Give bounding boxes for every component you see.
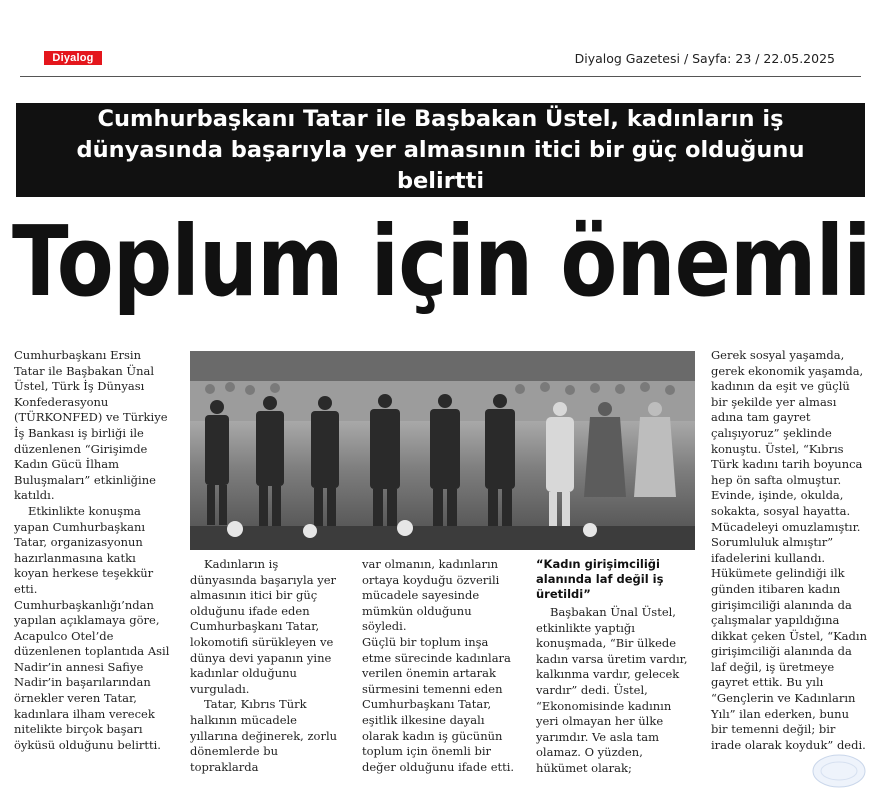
paragraph: Cumhurbaşkanı Ersin Tatar ile Başbakan Ünal Üstel, Türk İş Dünyası Konfederasyonu (TÜRKONFED) ve Türkiye İş Bankası iş birliği ile düzenlenen “Girişimde Kadın Gücü İlham Buluşmaları” etkinliğine katıldı. [14, 348, 168, 503]
event-photo-illustration [190, 351, 695, 550]
paragraph: var olmanın, kadınların ortaya koyduğu özverili mücadele sayesinde mümkün olduğunu söyledi. [362, 557, 500, 634]
paragraph: Etkinlikte konuşma yapan Cumhurbaşkanı Tatar, organizasyonun hazırlanmasına katkı koyan herkese teşekkür etti. [14, 503, 154, 596]
main-headline: Toplum için önemli [12, 205, 871, 318]
topic-banner [16, 103, 865, 197]
section-subheading: “Kadın girişimciliği alanında laf değil iş üretildi” [536, 557, 664, 601]
paragraph: Güçlü bir toplum inşa etme sürecinde kadınlara verilen önemin artarak sürmesini temenni eden Cumhurbaşkanı Tatar, eşitlik ilkesine dayalı olarak kadın iş gücünün toplum için önemli bir değer olduğunu ifade etti. [362, 634, 515, 774]
article-column-4 [536, 557, 694, 777]
event-photo [190, 351, 695, 550]
paragraph: Tatar, Kıbrıs Türk halkının mücadele yıllarına değinerek, zorlu dönemlerde bu topraklarda [190, 697, 338, 774]
sphere-watermark-icon [799, 745, 869, 790]
newspaper-logo: Diyalog [44, 51, 102, 65]
topic-banner-text: Cumhurbaşkanı Tatar ile Başbakan Üstel, kadınların iş dünyasında başarıyla yer almasının itici bir güç olduğunu belirtti [76, 105, 805, 194]
article-column-1 [14, 348, 174, 753]
paragraph: Cumhurbaşkanlığı’ndan yapılan açıklamaya göre, Acapulco Otel’de düzenlenen toplantıda Asil Nadir’in annesi Safiye Nadir’in başarılarından örnekler veren Tatar, kadınlara ilham verecek nitelikte birçok başarı öyküsü olduğunu belirtti. [14, 597, 170, 752]
article-column-5 [711, 348, 867, 753]
article-column-2 [190, 557, 346, 775]
page-source-meta: Diyalog Gazetesi / Sayfa: 23 / 22.05.2025 [574, 51, 835, 66]
paragraph: Kadınların iş dünyasında başarıyla yer almasının itici bir güç olduğunu ifade eden Cumhurbaşkanı Tatar, lokomotifi sürükleyen ve dünya devi yapanın yine kadınlar olduğunu vurguladı. [190, 557, 337, 696]
article-column-3 [362, 557, 518, 775]
paragraph: Başbakan Ünal Üstel, etkinlikte yaptığı konuşmada, “Bir ülkede kadın varsa üretim vardır, kalkınma vardır, gelecek vardır” dedi. Üstel, “Ekonomisinde kadının yeri olmayan her ülke yarımdır. Ve asla tam olamaz. O yüzden, hükümet olarak; [536, 605, 688, 775]
paragraph: Gerek sosyal yaşamda, gerek ekonomik yaşamda, kadının da eşit ve güçlü bir şekilde yer alması adına tam gayret çalışıyoruz” şeklinde konuştu. Üstel, “Kıbrıs Türk kadını tarih boyunca hep ön safta olmuştur. Evinde, işinde, okulda, sokakta, sosyal hayatta. Mücadeleyi omuzlamıştır. Sorumluluk almıştır” ifadelerini kullandı. Hükümete gelindiği ilk günden itibaren kadın girişimciliği alanında da çalışmalar yapıldığına dikkat çeken Üstel, “Kadın girişimciliği alanında da laf değil, iş üretmeye gayret ettik. Bu yılı “Gençlerin ve Kadınların Yılı” ilan ederken, bunu bir temenni değil; bir irade olarak koyduk” dedi. [711, 348, 867, 752]
header-divider [20, 76, 861, 77]
